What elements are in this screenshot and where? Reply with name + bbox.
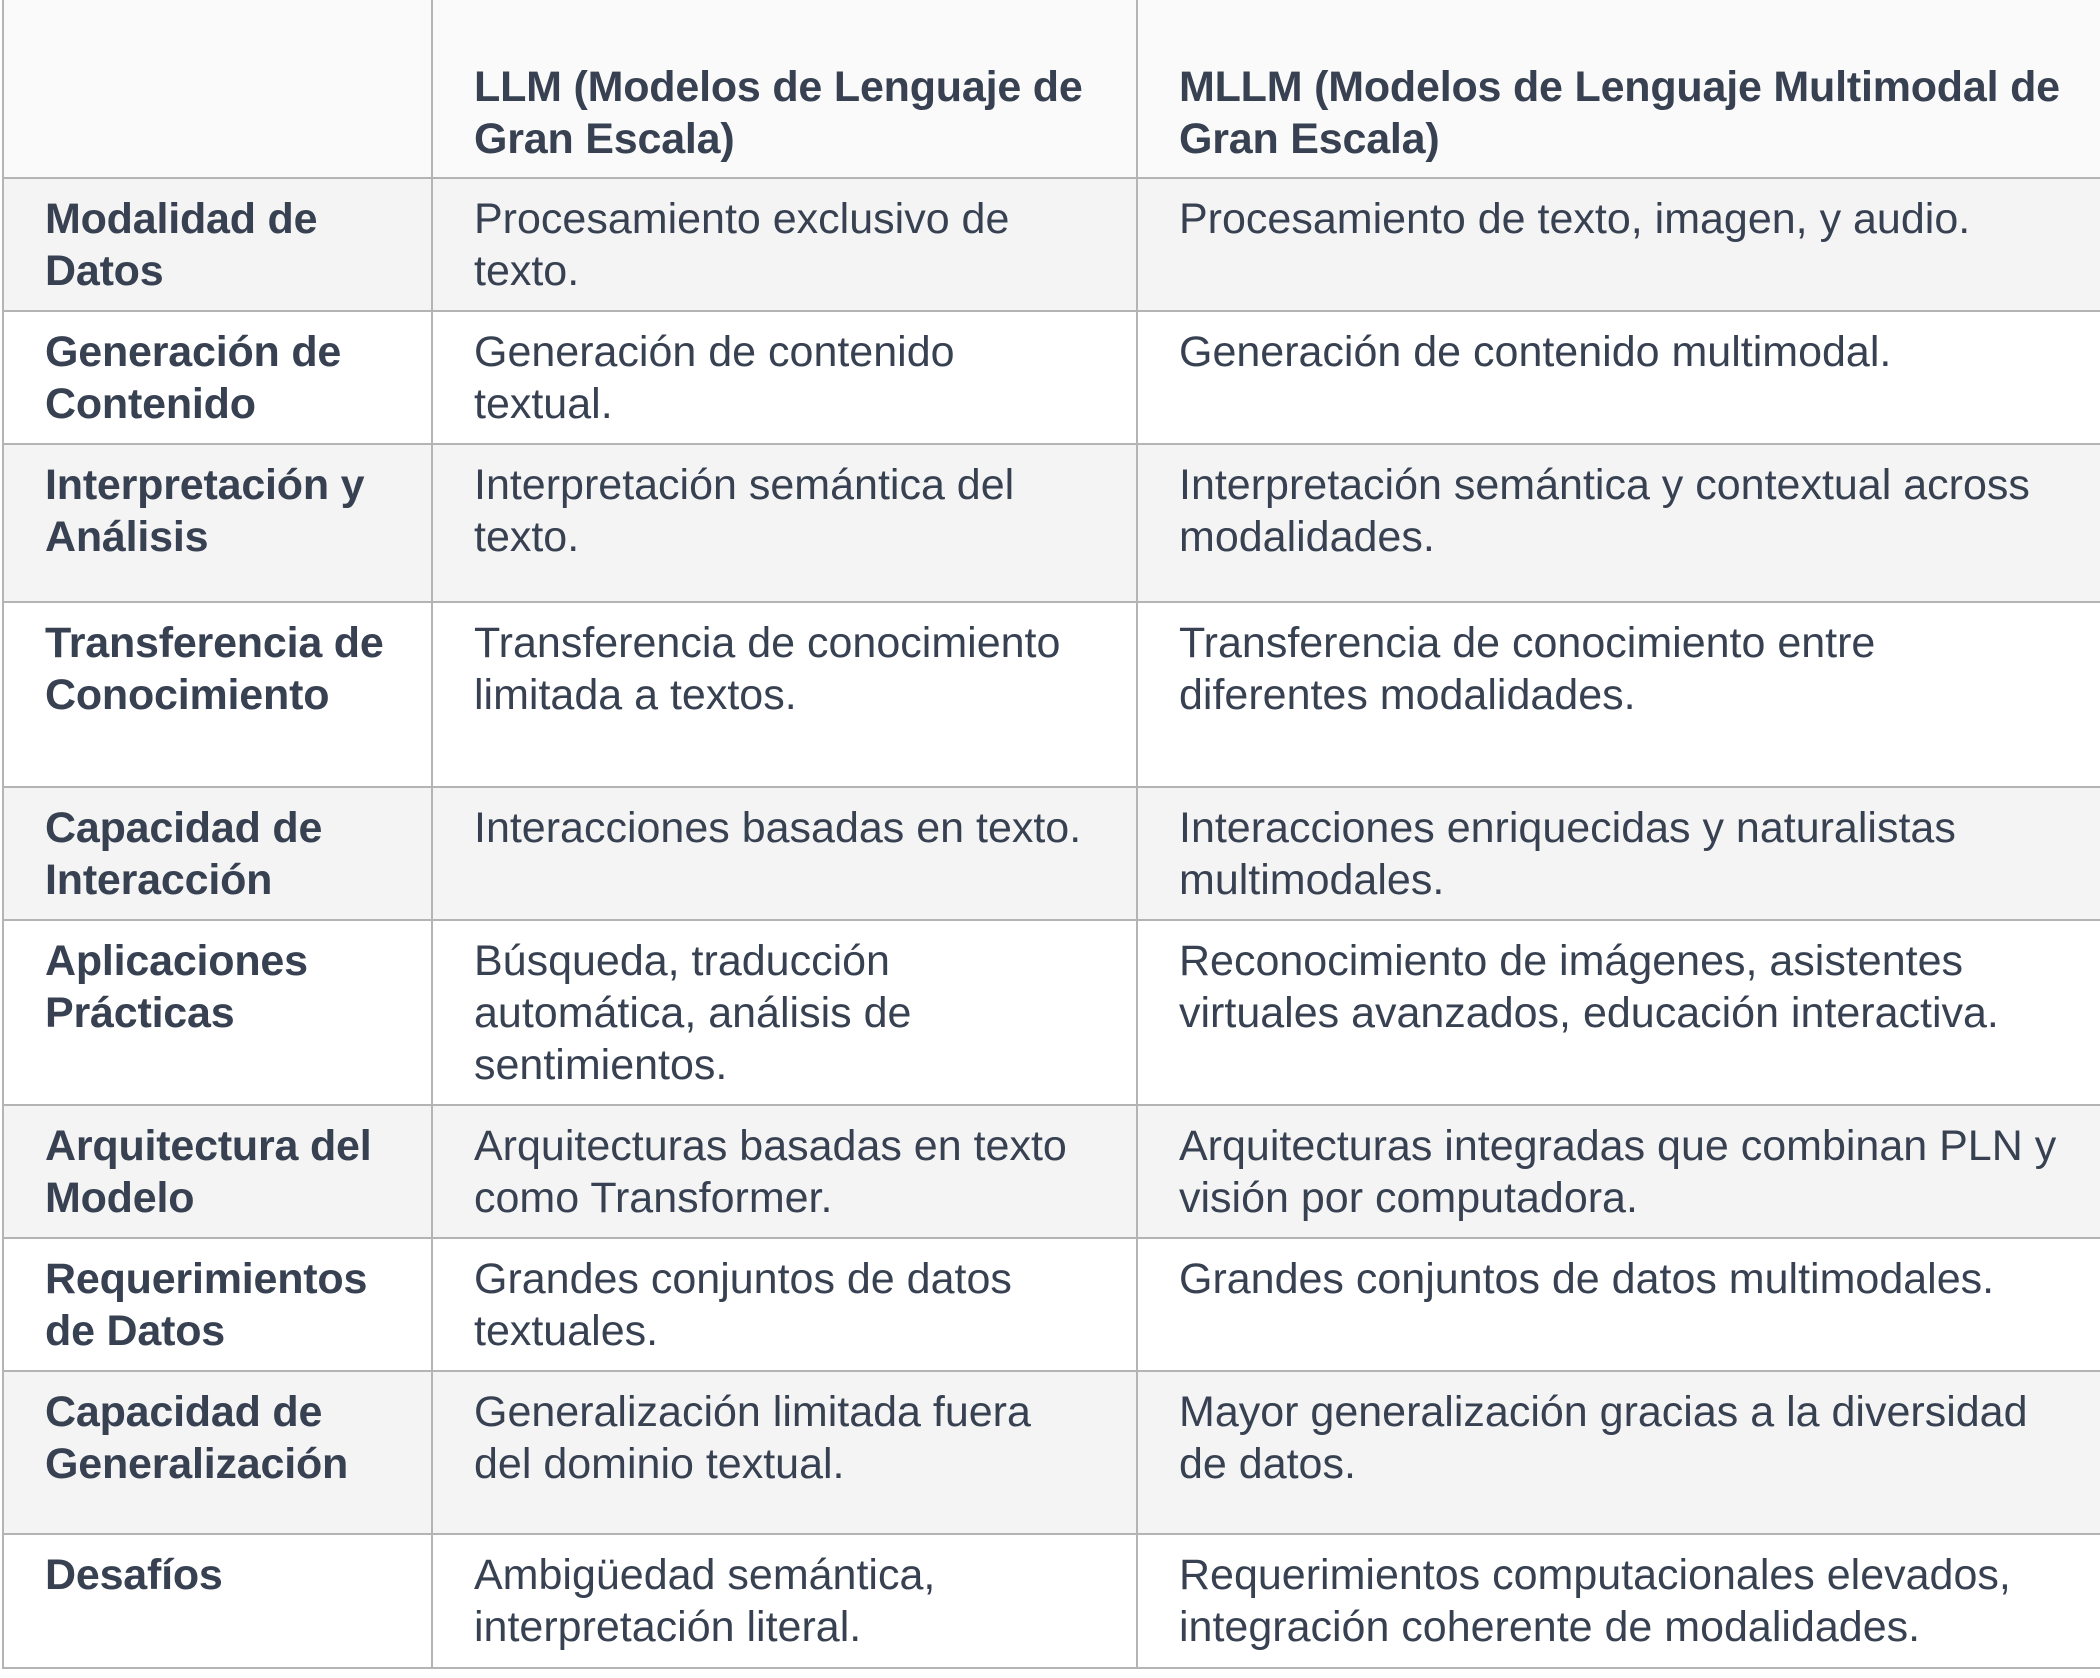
- header-llm: LLM (Modelos de Lenguaje de Gran Escala): [432, 0, 1137, 178]
- header-empty-cell: [3, 0, 432, 178]
- llm-cell: Procesamiento exclusivo de texto.: [432, 178, 1137, 311]
- llm-cell: Interpretación semántica del texto.: [432, 444, 1137, 602]
- llm-cell: Generalización limitada fuera del dominio textual.: [432, 1371, 1137, 1534]
- mllm-cell: Arquitecturas integradas que combinan PLN y visión por computadora.: [1137, 1105, 2100, 1238]
- header-mllm: MLLM (Modelos de Lenguaje Multimodal de Gran Escala): [1137, 0, 2100, 178]
- row-label: Transferencia de Conocimiento: [3, 602, 432, 787]
- table-row: [3, 1371, 2100, 1534]
- mllm-cell: Mayor generalización gracias a la diversidad de datos.: [1137, 1371, 2100, 1534]
- mllm-cell: Requerimientos computacionales elevados, integración coherente de modalidades.: [1137, 1534, 2100, 1668]
- row-label: Requerimientos de Datos: [3, 1238, 432, 1371]
- row-label: Capacidad de Generalización: [3, 1371, 432, 1534]
- row-label: Capacidad de Interacción: [3, 787, 432, 920]
- table-row: [3, 178, 2100, 311]
- table-row: [3, 602, 2100, 787]
- row-label: Generación de Contenido: [3, 311, 432, 444]
- llm-cell: Generación de contenido textual.: [432, 311, 1137, 444]
- mllm-cell: Transferencia de conocimiento entre diferentes modalidades.: [1137, 602, 2100, 787]
- row-label: Desafíos: [3, 1534, 432, 1668]
- row-label: Modalidad de Datos: [3, 178, 432, 311]
- llm-cell: Grandes conjuntos de datos textuales.: [432, 1238, 1137, 1371]
- table-row: [3, 444, 2100, 602]
- llm-cell: Transferencia de conocimiento limitada a textos.: [432, 602, 1137, 787]
- llm-vs-mllm-comparison-table: [2, 0, 2100, 1669]
- mllm-cell: Generación de contenido multimodal.: [1137, 311, 2100, 444]
- llm-cell: Arquitecturas basadas en texto como Transformer.: [432, 1105, 1137, 1238]
- table-row: [3, 787, 2100, 920]
- llm-cell: Interacciones basadas en texto.: [432, 787, 1137, 920]
- row-label: Arquitectura del Modelo: [3, 1105, 432, 1238]
- table-row: [3, 920, 2100, 1105]
- llm-cell: Búsqueda, traducción automática, análisis de sentimientos.: [432, 920, 1137, 1105]
- mllm-cell: Grandes conjuntos de datos multimodales.: [1137, 1238, 2100, 1371]
- mllm-cell: Interpretación semántica y contextual across modalidades.: [1137, 444, 2100, 602]
- row-label: Aplicaciones Prácticas: [3, 920, 432, 1105]
- table-row: [3, 1105, 2100, 1238]
- table-row: [3, 311, 2100, 444]
- mllm-cell: Interacciones enriquecidas y naturalistas multimodales.: [1137, 787, 2100, 920]
- row-label: Interpretación y Análisis: [3, 444, 432, 602]
- comparison-table-container: [2, 0, 2100, 1669]
- table-row: [3, 1238, 2100, 1371]
- llm-cell: Ambigüedad semántica, interpretación literal.: [432, 1534, 1137, 1668]
- table-header-row: [3, 0, 2100, 178]
- mllm-cell: Reconocimiento de imágenes, asistentes virtuales avanzados, educación interactiva.: [1137, 920, 2100, 1105]
- table-row: [3, 1534, 2100, 1668]
- mllm-cell: Procesamiento de texto, imagen, y audio.: [1137, 178, 2100, 311]
